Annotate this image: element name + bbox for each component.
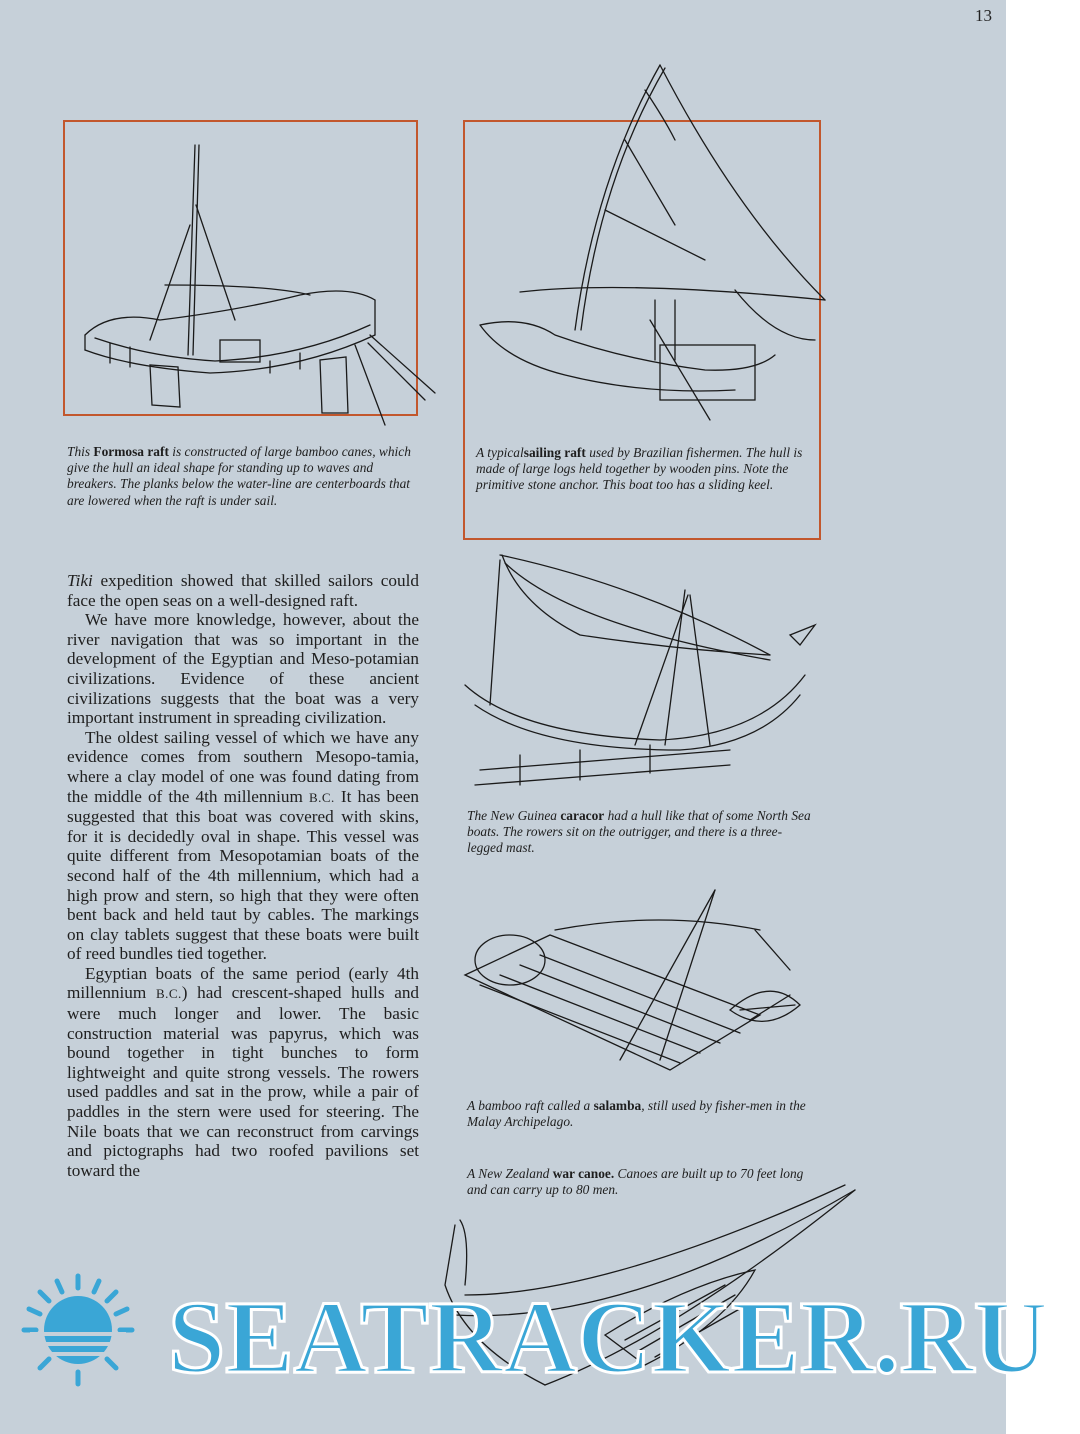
formosa-raft-caption: This Formosa raft is constructed of large bamboo canes, which give the hull an ideal shape for standing up to waves and breakers. The planks below the water-line are centerboards that are lowered when the raft is under sail. xyxy=(67,444,411,508)
paragraph-2: We have more knowledge, however, about the river navigation that was so important in the development of the Egyptian and Meso-potamian civilizations. Evidence of these ancient civilizations suggests that the boat was a very important instrument in spreading civilization. xyxy=(67,610,419,728)
sun-logo-icon xyxy=(24,1276,132,1384)
watermark xyxy=(0,1268,1080,1388)
caracor-illustration xyxy=(460,545,830,795)
caption-term: sailing raft xyxy=(523,445,586,460)
formosa-raft-illustration xyxy=(70,135,440,435)
paragraph-1: Tiki expedition showed that skilled sailors could face the open seas on a well-designed raft. xyxy=(67,571,419,610)
page-margin xyxy=(1006,0,1080,1434)
sailing-raft-caption: A typicalsailing raft used by Brazilian fishermen. The hull is made of large logs held together by wooden pins. Note the primitive stone anchor. This boat too has a sliding keel. xyxy=(476,445,803,493)
war-canoe-caption: A New Zealand war canoe. Canoes are built up to 70 feet long and can carry up to 80 men. xyxy=(467,1166,804,1198)
caption-term: salamba xyxy=(593,1098,642,1113)
caracor-caption: The New Guinea caracor had a hull like that of some North Sea boats. The rowers sit on the outrigger, and there is a three-legged mast. xyxy=(467,808,811,856)
caption-term: caracor xyxy=(560,808,605,823)
page-number: 13 xyxy=(975,6,992,25)
sailing-raft-illustration xyxy=(475,60,855,440)
caption-term: Formosa raft xyxy=(93,444,169,459)
watermark-text: SEATRACKER.RU xyxy=(168,1280,1048,1388)
paragraph-4: Egyptian boats of the same period (early 4th millennium B.C.) had crescent-shaped hulls and were much longer and lower. The basic construction material was papyrus, which was bound together in tight bunches to form lightweight and quite strong vessels. The rowers used paddles and sat in the prow, while a pair of paddles in the stern were used for steering. The Nile boats that we can reconstruct from carvings and pictographs had two roofed pavilions set toward the xyxy=(67,963,420,1180)
body-text xyxy=(67,571,419,1180)
caption-term: war canoe. xyxy=(552,1166,615,1181)
paragraph-3: The oldest sailing vessel of which we have any evidence comes from southern Mesopo-tamia, where a clay model of one was found dating from the middle of the 4th millennium B.C. It has been suggested that this boat was covered with skins, for it is decidedly oval in shape. This vessel was quite different from Mesopotamian boats of the second half of the 4th millennium, which had a high prow and stern, so high that they were often bent back and held taut by cables. The markings on clay tablets suggest that these boats were built of reed bundles tied together. xyxy=(67,727,419,964)
salamba-illustration xyxy=(460,875,830,1085)
salamba-caption: A bamboo raft called a salamba, still used by fisher-men in the Malay Archipelago. xyxy=(467,1098,806,1130)
